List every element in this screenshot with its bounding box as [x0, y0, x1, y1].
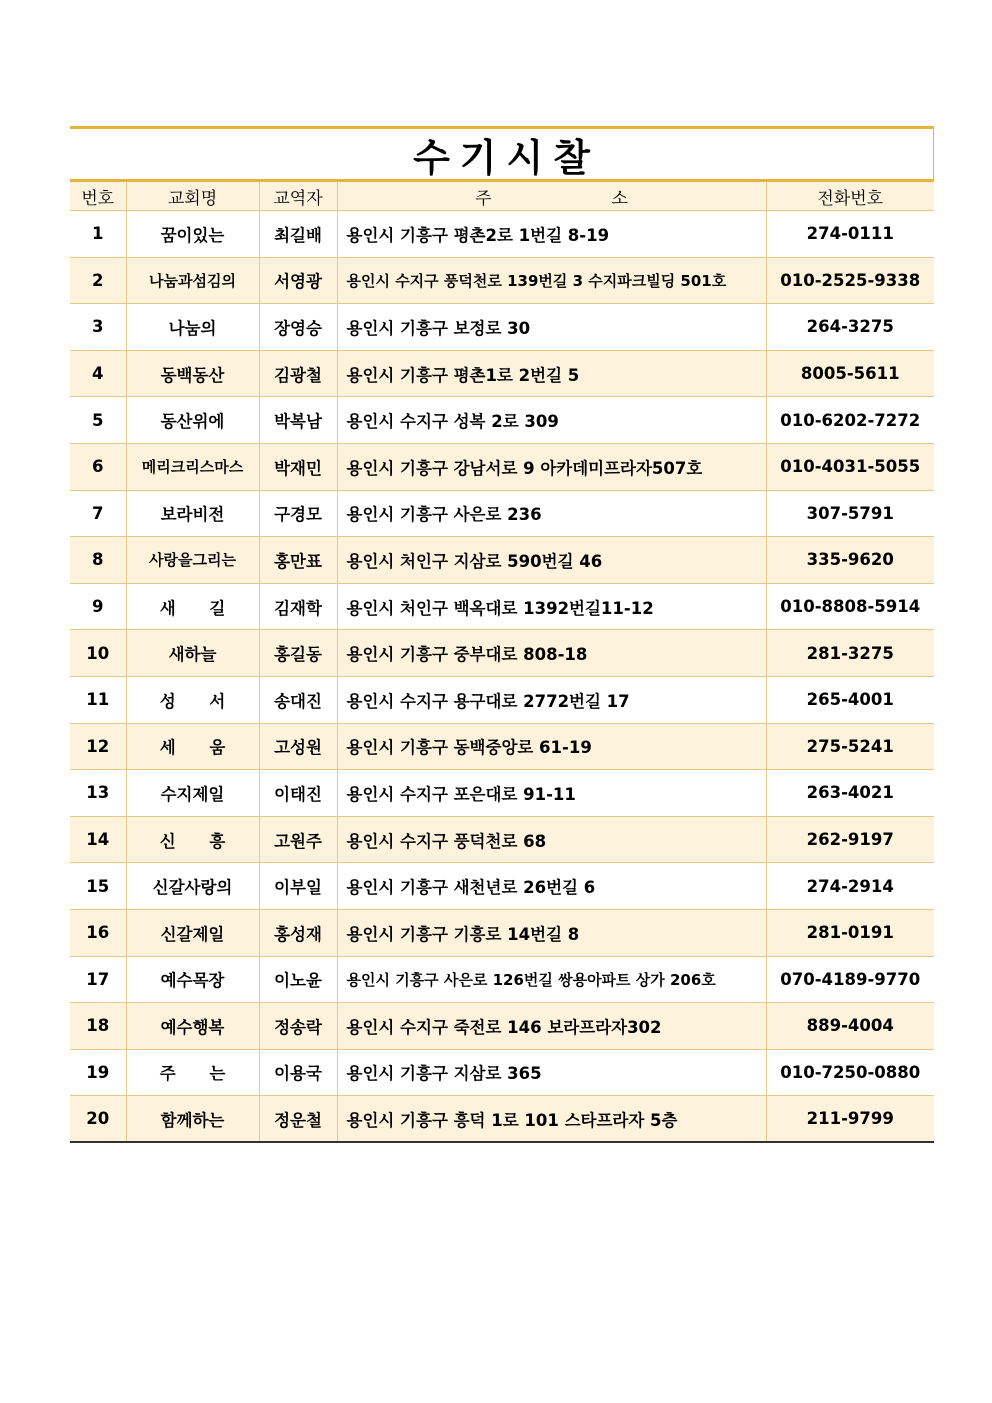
table-row	[70, 443, 934, 490]
church-name: 신 흥	[126, 816, 259, 863]
row-number: 12	[70, 723, 126, 770]
church-name: 함께하는	[126, 1096, 259, 1143]
phone-number: 281-3275	[766, 630, 934, 677]
pastor-name: 고원주	[259, 816, 337, 863]
pastor-name: 장영승	[259, 304, 337, 351]
phone-number: 275-5241	[766, 723, 934, 770]
pastor-name: 이노윤	[259, 956, 337, 1003]
church-name: 동백동산	[126, 350, 259, 397]
phone-number: 307-5791	[766, 490, 934, 537]
row-number: 2	[70, 257, 126, 304]
table-row	[70, 863, 934, 910]
pastor-name: 정운철	[259, 1096, 337, 1143]
pastor-name: 정송락	[259, 1003, 337, 1050]
church-name: 신갈제일	[126, 909, 259, 956]
row-number: 10	[70, 630, 126, 677]
church-name: 예수행복	[126, 1003, 259, 1050]
address: 용인시 기흥구 사은로 236	[337, 490, 766, 537]
address: 용인시 수지구 성복 2로 309	[337, 397, 766, 444]
address: 용인시 수지구 용구대로 2772번길 17	[337, 676, 766, 723]
church-name: 예수목장	[126, 956, 259, 1003]
table-row	[70, 304, 934, 351]
phone-number: 264-3275	[766, 304, 934, 351]
table-row	[70, 397, 934, 444]
row-number: 14	[70, 816, 126, 863]
title-row	[70, 126, 934, 179]
church-name: 주 는	[126, 1049, 259, 1096]
header-address-b: 소	[611, 188, 628, 209]
phone-number: 010-8808-5914	[766, 583, 934, 630]
header-row	[70, 181, 934, 211]
row-number: 19	[70, 1049, 126, 1096]
church-name: 꿈이있는	[126, 211, 259, 258]
table-row	[70, 350, 934, 397]
church-name: 사랑을그리는	[126, 537, 259, 584]
pastor-name: 김광철	[259, 350, 337, 397]
pastor-name: 홍길동	[259, 630, 337, 677]
church-name: 수지제일	[126, 770, 259, 817]
pastor-name: 이용국	[259, 1049, 337, 1096]
phone-number: 262-9197	[766, 816, 934, 863]
table-row	[70, 1049, 934, 1096]
address: 용인시 수지구 포은대로 91-11	[337, 770, 766, 817]
address: 용인시 처인구 백옥대로 1392번길11-12	[337, 583, 766, 630]
address: 용인시 기흥구 동백중앙로 61-19	[337, 723, 766, 770]
phone-number: 274-0111	[766, 211, 934, 258]
table-row	[70, 676, 934, 723]
table-row	[70, 909, 934, 956]
phone-number: 274-2914	[766, 863, 934, 910]
church-directory-sheet	[70, 126, 934, 1143]
row-number: 18	[70, 1003, 126, 1050]
address: 용인시 기흥구 사은로 126번길 쌍용아파트 상가 206호	[337, 956, 766, 1003]
table-row	[70, 583, 934, 630]
address: 용인시 기흥구 흥덕 1로 101 스타프라자 5층	[337, 1096, 766, 1143]
row-number: 15	[70, 863, 126, 910]
address: 용인시 기흥구 새천년로 26번길 6	[337, 863, 766, 910]
church-table	[70, 179, 934, 1143]
church-name: 나눔과섬김의	[126, 257, 259, 304]
church-name: 성 서	[126, 676, 259, 723]
table-row	[70, 630, 934, 677]
row-number: 1	[70, 211, 126, 258]
table-row	[70, 257, 934, 304]
address: 용인시 기흥구 보정로 30	[337, 304, 766, 351]
church-name: 메리크리스마스	[126, 443, 259, 490]
header-no: 번호	[70, 181, 126, 211]
phone-number: 211-9799	[766, 1096, 934, 1143]
table-row	[70, 770, 934, 817]
pastor-name: 김재학	[259, 583, 337, 630]
address: 용인시 기흥구 기흥로 14번길 8	[337, 909, 766, 956]
row-number: 16	[70, 909, 126, 956]
pastor-name: 송대진	[259, 676, 337, 723]
pastor-name: 이태진	[259, 770, 337, 817]
row-number: 5	[70, 397, 126, 444]
pastor-name: 구경모	[259, 490, 337, 537]
header-church: 교회명	[126, 181, 259, 211]
header-phone: 전화번호	[766, 181, 934, 211]
row-number: 4	[70, 350, 126, 397]
phone-number: 010-7250-0880	[766, 1049, 934, 1096]
row-number: 11	[70, 676, 126, 723]
header-address-a: 주	[475, 188, 492, 209]
address: 용인시 기흥구 평촌2로 1번길 8-19	[337, 211, 766, 258]
header-pastor: 교역자	[259, 181, 337, 211]
row-number: 7	[70, 490, 126, 537]
header-address	[337, 181, 766, 211]
pastor-name: 박재민	[259, 443, 337, 490]
address: 용인시 기흥구 중부대로 808-18	[337, 630, 766, 677]
pastor-name: 서영광	[259, 257, 337, 304]
church-name: 동산위에	[126, 397, 259, 444]
phone-number: 010-2525-9338	[766, 257, 934, 304]
table-row	[70, 537, 934, 584]
pastor-name: 박복남	[259, 397, 337, 444]
pastor-name: 고성원	[259, 723, 337, 770]
table-row	[70, 816, 934, 863]
row-number: 3	[70, 304, 126, 351]
row-number: 8	[70, 537, 126, 584]
phone-number: 010-6202-7272	[766, 397, 934, 444]
church-name: 새 길	[126, 583, 259, 630]
address: 용인시 수지구 풍덕천로 68	[337, 816, 766, 863]
address: 용인시 수지구 풍덕천로 139번길 3 수지파크빌딩 501호	[337, 257, 766, 304]
pastor-name: 홍만표	[259, 537, 337, 584]
pastor-name: 이부일	[259, 863, 337, 910]
address: 용인시 기흥구 평촌1로 2번길 5	[337, 350, 766, 397]
row-number: 20	[70, 1096, 126, 1143]
row-number: 6	[70, 443, 126, 490]
table-row	[70, 211, 934, 258]
church-name: 세 움	[126, 723, 259, 770]
church-name: 새하늘	[126, 630, 259, 677]
address: 용인시 수지구 죽전로 146 보라프라자302	[337, 1003, 766, 1050]
row-number: 17	[70, 956, 126, 1003]
row-number: 13	[70, 770, 126, 817]
pastor-name: 홍성재	[259, 909, 337, 956]
page-title: 수기시찰	[413, 135, 600, 180]
table-row	[70, 490, 934, 537]
phone-number: 010-4031-5055	[766, 443, 934, 490]
phone-number: 889-4004	[766, 1003, 934, 1050]
phone-number: 263-4021	[766, 770, 934, 817]
table-row	[70, 723, 934, 770]
phone-number: 335-9620	[766, 537, 934, 584]
phone-number: 265-4001	[766, 676, 934, 723]
phone-number: 070-4189-9770	[766, 956, 934, 1003]
phone-number: 8005-5611	[766, 350, 934, 397]
table-row	[70, 1003, 934, 1050]
row-number: 9	[70, 583, 126, 630]
pastor-name: 최길배	[259, 211, 337, 258]
address: 용인시 기흥구 강남서로 9 아카데미프라자507호	[337, 443, 766, 490]
church-name: 신갈사랑의	[126, 863, 259, 910]
church-name: 나눔의	[126, 304, 259, 351]
church-name: 보라비전	[126, 490, 259, 537]
address: 용인시 기흥구 지삼로 365	[337, 1049, 766, 1096]
phone-number: 281-0191	[766, 909, 934, 956]
address: 용인시 처인구 지삼로 590번길 46	[337, 537, 766, 584]
table-row	[70, 956, 934, 1003]
table-row	[70, 1096, 934, 1143]
